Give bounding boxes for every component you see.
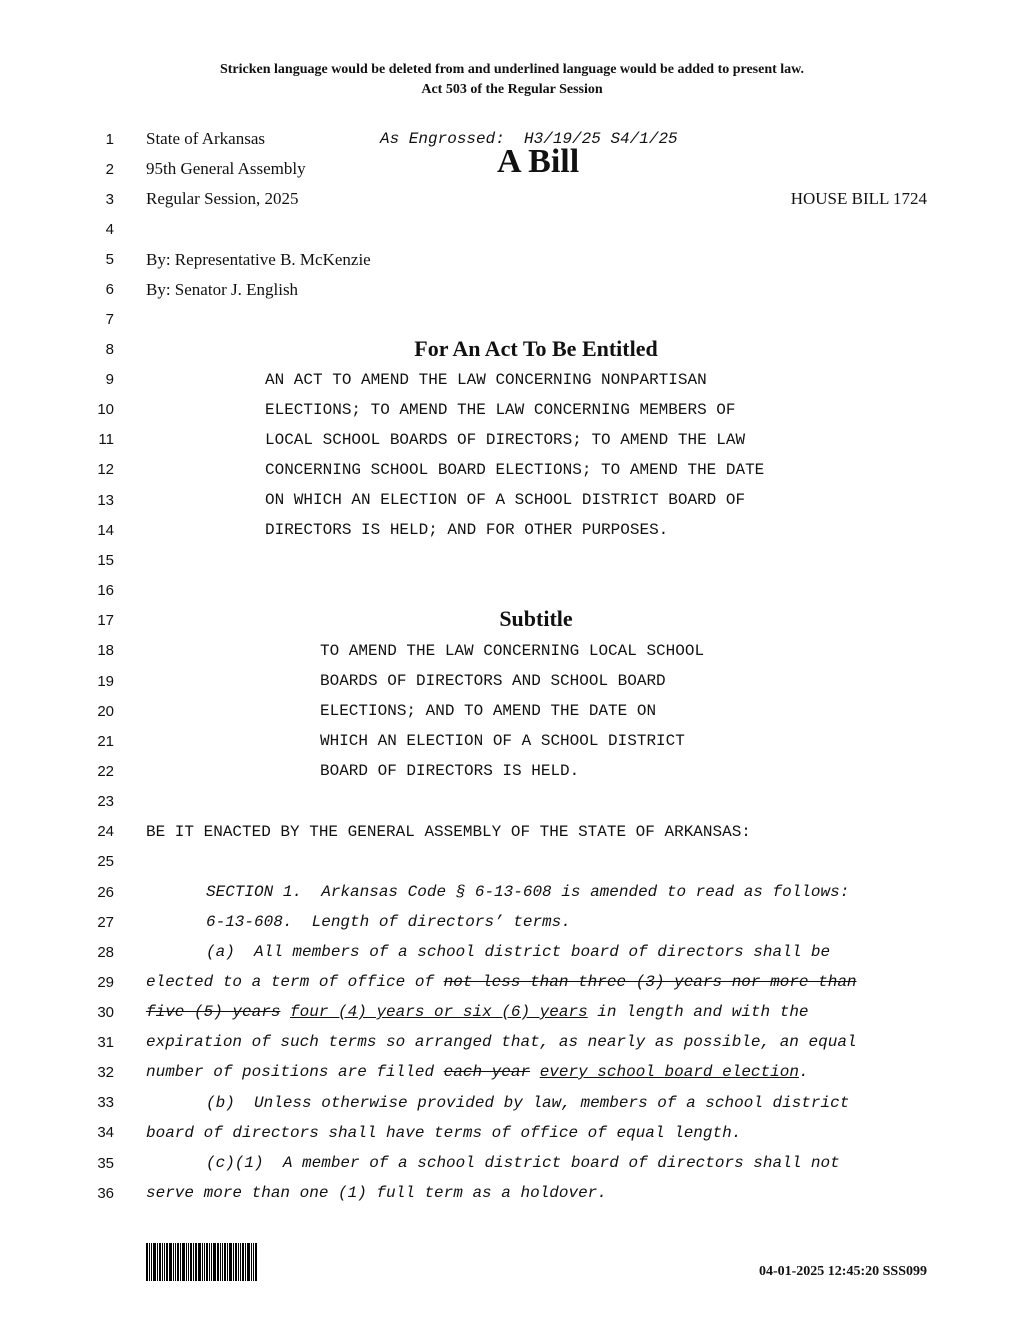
line-number: 14 <box>97 522 114 539</box>
barcode-bar <box>164 1243 165 1281</box>
barcode-bar <box>229 1243 232 1281</box>
body-line <box>146 1063 809 1081</box>
line-number: 13 <box>97 492 114 509</box>
title-line: ELECTIONS; TO AMEND THE LAW CONCERNING MEMBERS OF <box>265 401 736 419</box>
barcode-bar <box>235 1243 237 1281</box>
line-number: 15 <box>97 552 114 569</box>
act-number: Act 503 of the Regular Session <box>421 82 603 97</box>
line-number: 23 <box>97 793 114 810</box>
barcode-bar <box>227 1243 228 1281</box>
barcode-bar <box>169 1243 172 1281</box>
line-number: 31 <box>97 1034 114 1051</box>
section-heading: SECTION 1. Arkansas Code § 6-13-608 is amended to read as follows: <box>206 883 850 901</box>
line-number: 6 <box>105 281 114 298</box>
subtitle-heading: Subtitle <box>499 606 573 631</box>
title-line: DIRECTORS IS HELD; AND FOR OTHER PURPOSES. <box>265 521 669 539</box>
title-heading: For An Act To Be Entitled <box>414 336 658 361</box>
title-line: ON WHICH AN ELECTION OF A SCHOOL DISTRICT BOARD OF <box>265 491 746 509</box>
body-text: . <box>798 1063 809 1081</box>
line-number: 28 <box>97 944 114 961</box>
barcode-bar <box>151 1243 152 1281</box>
engrossed-status: As Engrossed: H3/19/25 S4/1/25 <box>380 130 678 148</box>
barcode-bar <box>182 1243 185 1281</box>
body-line: board of directors shall have terms of office of equal length. <box>146 1124 742 1142</box>
line-number: 4 <box>105 221 114 238</box>
added-text: every school board election <box>539 1063 799 1081</box>
line-number: 32 <box>97 1064 114 1081</box>
title-line: AN ACT TO AMEND THE LAW CONCERNING NONPARTISAN <box>265 371 707 389</box>
barcode-bar <box>224 1243 226 1281</box>
line-number: 3 <box>105 191 114 208</box>
barcode-bar <box>188 1243 189 1281</box>
barcode-bar <box>157 1243 158 1281</box>
barcode-bar <box>211 1243 212 1281</box>
regular-session: Regular Session, 2025 <box>146 189 299 208</box>
line-number: 18 <box>97 642 114 659</box>
barcode-bar <box>247 1243 250 1281</box>
line-number: 5 <box>105 251 114 268</box>
state-name: State of Arkansas <box>146 129 265 148</box>
body-line <box>146 973 857 991</box>
body-text: number of positions are filled <box>146 1063 444 1081</box>
barcode-bar <box>206 1243 208 1281</box>
line-number: 11 <box>98 431 114 448</box>
barcode-bar <box>209 1243 210 1281</box>
subtitle-line: BOARD OF DIRECTORS IS HELD. <box>320 762 580 780</box>
line-number: 8 <box>105 341 114 358</box>
barcode-bar <box>217 1243 219 1281</box>
line-number: 24 <box>97 823 114 840</box>
stricken-text: not less than three (3) years nor more than <box>443 973 857 991</box>
barcode-bar <box>193 1243 194 1281</box>
barcode-bar <box>173 1243 174 1281</box>
line-number: 20 <box>97 703 114 720</box>
code-section-title: 6-13-608. Length of directors’ terms. <box>206 913 571 931</box>
barcode-bar <box>233 1243 234 1281</box>
line-number: 36 <box>97 1185 114 1202</box>
body-line <box>146 1003 809 1021</box>
barcode-bar <box>220 1243 221 1281</box>
barcode-image <box>146 1243 274 1281</box>
subtitle-line: BOARDS OF DIRECTORS AND SCHOOL BOARD <box>320 672 666 690</box>
barcode-bar <box>242 1243 244 1281</box>
barcode-bar <box>255 1243 257 1281</box>
stricken-text: five (5) years <box>146 1003 281 1021</box>
line-number: 30 <box>97 1004 114 1021</box>
line-number: 34 <box>97 1124 114 1141</box>
barcode-bar <box>177 1243 179 1281</box>
barcode-bar <box>175 1243 176 1281</box>
barcode-bar <box>253 1243 254 1281</box>
body-line: expiration of such terms so arranged that, as nearly as possible, an equal <box>146 1033 857 1051</box>
bill-type-heading: A Bill <box>497 143 580 180</box>
line-number: 12 <box>97 461 114 478</box>
line-number: 17 <box>97 612 114 629</box>
barcode-bar <box>159 1243 161 1281</box>
line-number: 9 <box>105 371 114 388</box>
barcode-bar <box>222 1243 223 1281</box>
title-line: CONCERNING SCHOOL BOARD ELECTIONS; TO AMEND THE DATE <box>265 461 765 479</box>
line-number: 16 <box>97 582 114 599</box>
barcode-bar <box>198 1243 201 1281</box>
subtitle-line: WHICH AN ELECTION OF A SCHOOL DISTRICT <box>320 732 685 750</box>
body-text: in length and with the <box>587 1003 809 1021</box>
barcode-bar <box>180 1243 181 1281</box>
body-text: elected to a term of office of <box>146 973 444 991</box>
barcode-bar <box>238 1243 239 1281</box>
body-line: (c)(1) A member of a school district board of directors shall not <box>206 1154 840 1172</box>
barcode-bar <box>240 1243 241 1281</box>
line-number: 19 <box>97 673 114 690</box>
barcode-bar <box>186 1243 187 1281</box>
general-assembly: 95th General Assembly <box>146 159 306 178</box>
line-number: 29 <box>97 974 114 991</box>
sponsor-senator: By: Senator J. English <box>146 280 299 299</box>
sponsor-representative: By: Representative B. McKenzie <box>146 250 371 269</box>
barcode-bar <box>162 1243 163 1281</box>
subtitle-line: TO AMEND THE LAW CONCERNING LOCAL SCHOOL <box>320 642 705 660</box>
line-number: 1 <box>105 131 114 148</box>
line-number: 21 <box>97 733 114 750</box>
barcode-bar <box>146 1243 148 1281</box>
barcode-bar <box>202 1243 203 1281</box>
line-number: 22 <box>97 763 114 780</box>
barcode-bar <box>204 1243 205 1281</box>
line-number: 2 <box>105 161 114 178</box>
barcode-bar <box>153 1243 156 1281</box>
bill-number: HOUSE BILL 1724 <box>790 189 927 208</box>
line-number: 26 <box>97 884 114 901</box>
footer-timestamp: 04-01-2025 12:45:20 SSS099 <box>758 1264 927 1279</box>
stricken-text: each year <box>443 1063 531 1081</box>
body-line: serve more than one (1) full term as a holdover. <box>146 1184 607 1202</box>
barcode-bar <box>195 1243 197 1281</box>
barcode-bar <box>251 1243 252 1281</box>
barcode-bar <box>245 1243 246 1281</box>
line-number: 35 <box>97 1155 114 1172</box>
barcode-bar <box>166 1243 168 1281</box>
line-number: 7 <box>105 311 114 328</box>
body-line: (a) All members of a school district board of directors shall be <box>206 943 831 961</box>
line-number: 33 <box>97 1094 114 1111</box>
line-number: 10 <box>97 401 114 418</box>
line-number: 27 <box>97 914 114 931</box>
barcode-bar <box>213 1243 216 1281</box>
barcode-bar <box>190 1243 192 1281</box>
stricken-language-notice: Stricken language would be deleted from and underlined language would be added to present law. <box>219 62 805 77</box>
barcode-bar <box>149 1243 150 1281</box>
subtitle-line: ELECTIONS; AND TO AMEND THE DATE ON <box>320 702 657 720</box>
added-text: four (4) years or six (6) years <box>290 1003 588 1021</box>
line-number: 25 <box>97 853 114 870</box>
body-line: (b) Unless otherwise provided by law, members of a school district <box>206 1094 850 1112</box>
title-line: LOCAL SCHOOL BOARDS OF DIRECTORS; TO AMEND THE LAW <box>265 431 746 449</box>
enacting-clause: BE IT ENACTED BY THE GENERAL ASSEMBLY OF THE STATE OF ARKANSAS: <box>146 823 751 841</box>
